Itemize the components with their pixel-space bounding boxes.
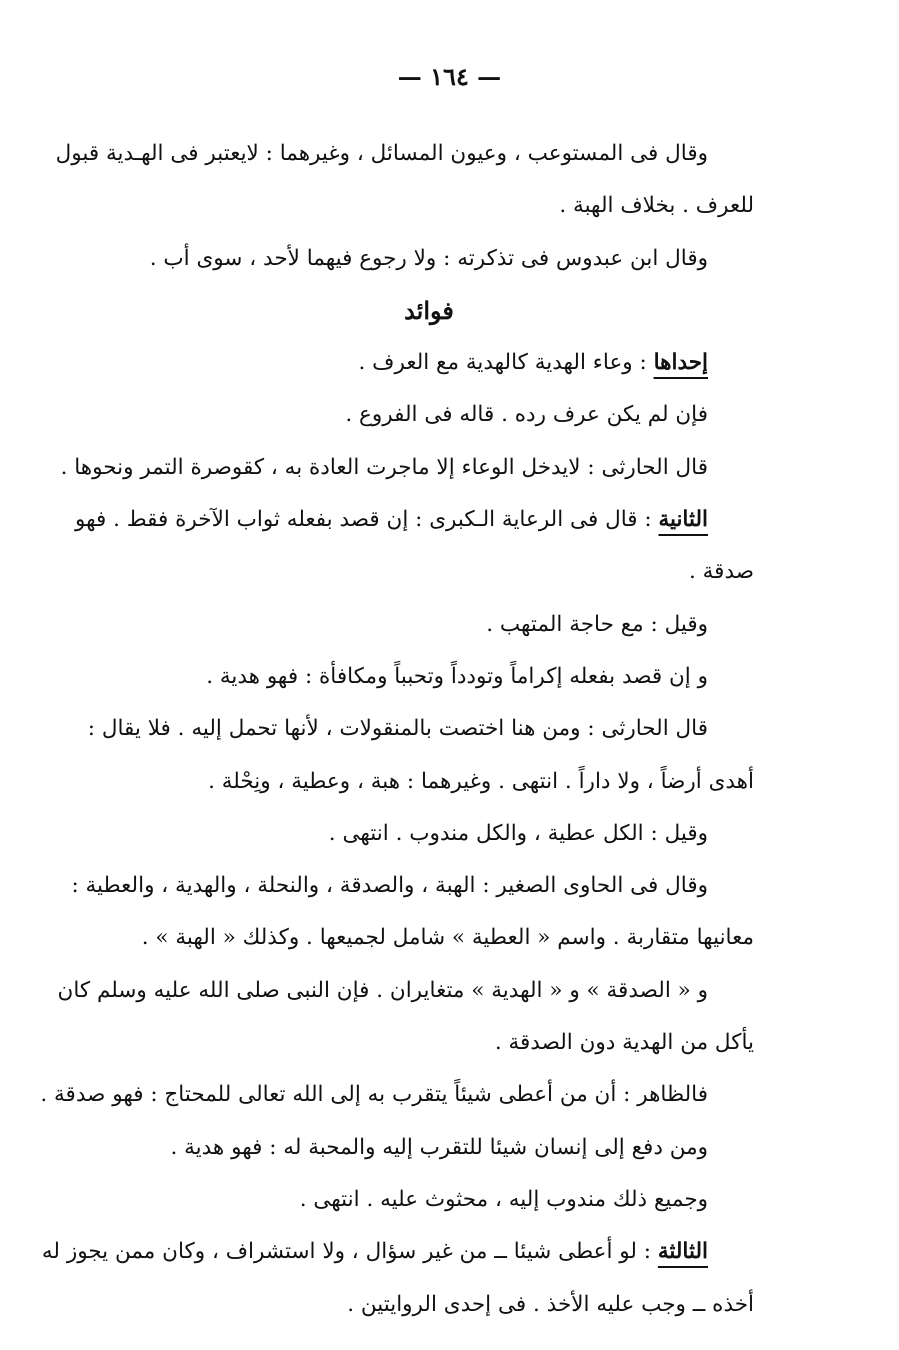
line-text: : قال فى الرعاية الـكبرى : إن قصد بفعله ثواب الآخرة فقط . فهو [74, 507, 659, 533]
line-text: وقيل : الكل عطية ، والكل مندوب . انتهى . [328, 820, 708, 846]
line-text: وقال فى الحاوى الصغير : الهبة ، والصدقة ، والنحلة ، والهدية ، والعطية : [71, 873, 708, 899]
text-line [104, 808, 754, 860]
line-text: وقال ابن عبدوس فى تذكرته : ولا رجوع فيهما لأحد ، سوى أب . [149, 245, 708, 271]
text-line [104, 233, 754, 285]
line-text: يأكل من الهدية دون الصدقة . [494, 1030, 754, 1056]
line-text: ومن دفع إلى إنسان شيئا للتقرب إليه والمحبة له : فهو هدية . [170, 1134, 708, 1160]
text-line [104, 180, 754, 232]
text-line [104, 1279, 754, 1331]
text-line [40, 1069, 754, 1121]
text-line [60, 442, 754, 494]
text-line [71, 860, 754, 912]
text-line [41, 1226, 754, 1278]
line-text: فوائد [404, 295, 454, 325]
section-heading [104, 285, 754, 337]
text-line [104, 389, 754, 441]
line-text: معانيها متقاربة . واسم « العطية » شامل لجميعها . وكذلك « الهبة » . [141, 925, 754, 951]
item-ordinal: إحداها [653, 350, 708, 376]
line-text: أخذه ــ وجب عليه الأخذ . فى إحدى الروايتين . [347, 1291, 754, 1317]
text-line [104, 1174, 754, 1226]
page-number: — ١٦٤ — [397, 62, 502, 91]
line-text: و إن قصد بفعله إكراماً وتودداً وتحبباً ومكافأة : فهو هدية . [206, 663, 708, 689]
line-text: : لو أعطى شيئا ــ من غير سؤال ، ولا استشراف ، وكان ممن يجوز له [41, 1239, 658, 1265]
text-line [57, 965, 754, 1017]
line-text: صدقة . [688, 559, 754, 585]
line-text: فالظاهر : أن من أعطى شيئاً يتقرب به إلى الله تعالى للمحتاج : فهو صدقة . [40, 1082, 708, 1108]
page-body [40, 128, 754, 1331]
line-text: للعرف . بخلاف الهبة . [559, 193, 754, 219]
item-ordinal: الثانية [658, 507, 708, 533]
line-text: وقال فى المستوعب ، وعيون المسائل ، وغيرهما : لايعتبر فى الهـدية قبول [55, 141, 708, 166]
text-line [104, 599, 754, 651]
line-text: قال الحارثى : لايدخل الوعاء إلا ماجرت العادة به ، كقوصرة التمر ونحوها . [60, 454, 708, 480]
text-line [87, 703, 754, 755]
line-text: فإن لم يكن عرف رده . قاله فى الفروع . [345, 402, 708, 428]
text-line [104, 756, 754, 808]
line-text: أهدى أرضاً ، ولا داراً . انتهى . وغيرهما : هبة ، وعطية ، ونِحْلة . [208, 768, 754, 794]
text-line [74, 494, 754, 546]
line-text: وجميع ذلك مندوب إليه ، محثوث عليه . انتهى . [299, 1186, 708, 1212]
text-line [104, 337, 754, 389]
text-line [104, 651, 754, 703]
item-ordinal: الثالثة [657, 1239, 708, 1265]
line-text: و « الصدقة » و « الهدية » متغايران . فإن النبى صلى الله عليه وسلم كان [57, 977, 708, 1003]
text-line [104, 912, 754, 964]
text-line [104, 1017, 754, 1069]
line-text: وقيل : مع حاجة المتهب . [486, 611, 708, 637]
line-text: : وعاء الهدية كالهدية مع العرف . [358, 350, 654, 376]
text-line [104, 546, 754, 598]
text-line [55, 128, 754, 180]
text-line [104, 1122, 754, 1174]
line-text: قال الحارثى : ومن هنا اختصت بالمنقولات ، لأنها تحمل إليه . فلا يقال : [87, 716, 708, 742]
